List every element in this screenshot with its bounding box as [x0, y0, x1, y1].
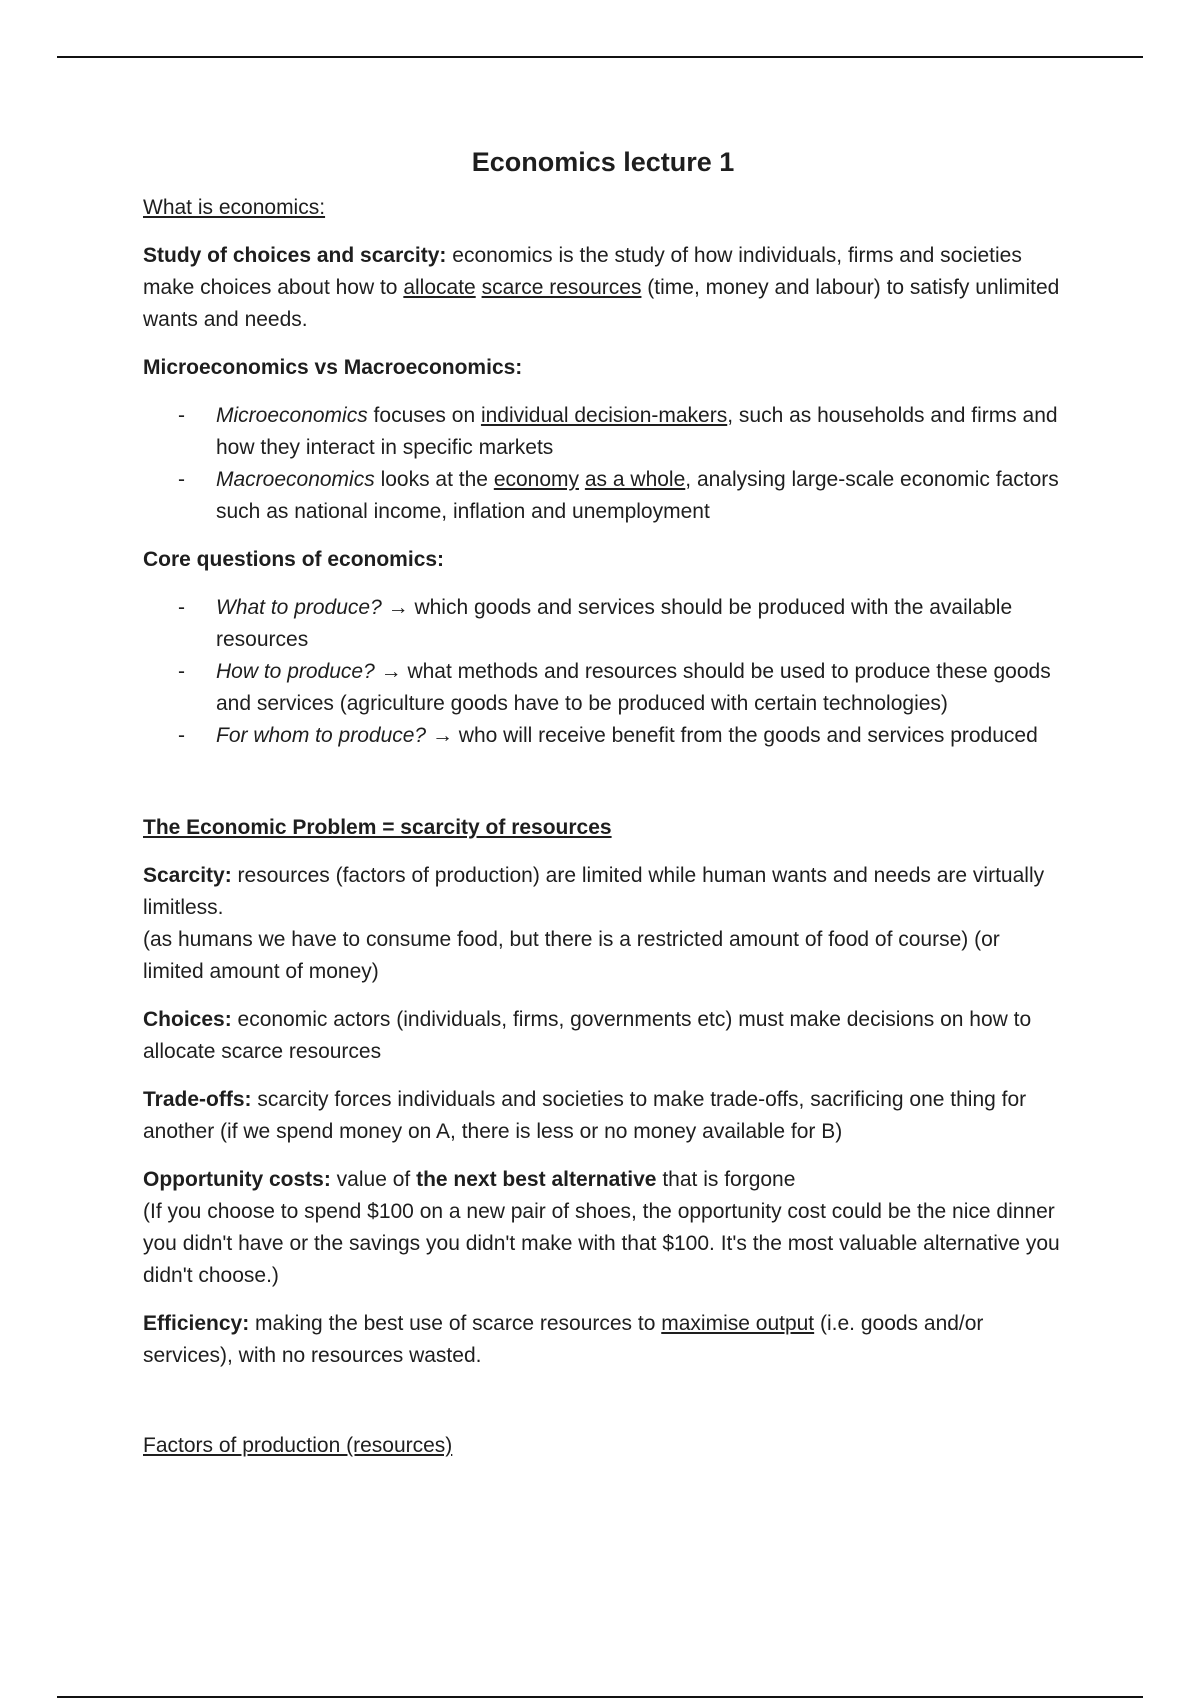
study-underline-allocate: allocate	[403, 276, 476, 299]
scarcity-label: Scarcity:	[143, 864, 232, 887]
choices-paragraph	[143, 1004, 1063, 1068]
document-body	[143, 142, 1063, 1478]
list-item-how	[143, 656, 1063, 720]
opportunity-note: (If you choose to spend $100 on a new pair of shoes, the opportunity cost could be the nice dinner you didn't have or the savings you didn't make with that $100. It's the most valuable alternative you didn't choose.)	[143, 1200, 1060, 1287]
opportunity-paragraph	[143, 1164, 1063, 1292]
scarcity-note: (as humans we have to consume food, but there is a restricted amount of food of course) (or limited amount of money)	[143, 928, 1000, 983]
macro-pre: looks at the	[374, 468, 494, 491]
opportunity-bold: the next best alternative	[416, 1168, 657, 1191]
page-title: Economics lecture 1	[471, 147, 735, 177]
factors-heading-text: Factors of production (resources)	[143, 1434, 453, 1457]
arrow-icon: →	[374, 660, 408, 683]
footer-rule	[57, 1696, 1143, 1698]
choices-label: Choices:	[143, 1008, 232, 1031]
macro-underline-whole: as a whole	[584, 468, 686, 491]
spacer	[143, 1388, 1063, 1430]
study-text-2: (time, money and labour) to satisfy unlimited wants and needs.	[143, 276, 1060, 331]
list-item-whom	[143, 720, 1063, 752]
opportunity-pre: value of	[330, 1168, 417, 1191]
micro-macro-heading: Microeconomics vs Macroeconomics:	[143, 356, 523, 379]
efficiency-post: (i.e. goods and/or services), with no resources wasted.	[143, 1312, 984, 1367]
arrow-icon: →	[381, 596, 415, 619]
efficiency-pre: making the best use of scarce resources to	[249, 1312, 662, 1335]
efficiency-paragraph	[143, 1308, 1063, 1372]
efficiency-label: Efficiency:	[143, 1312, 250, 1335]
answer-how: what methods and resources should be used to produce these goods and services (agriculture goods have to be produced with certain technologies)	[216, 660, 1051, 715]
opportunity-label: Opportunity costs:	[143, 1168, 331, 1191]
core-questions-heading: Core questions of economics:	[143, 548, 445, 571]
core-questions-list	[143, 592, 1063, 752]
section-heading-what-is	[143, 192, 1063, 224]
answer-whom: who will receive benefit from the goods and services produced	[458, 724, 1038, 747]
efficiency-underline: maximise output	[661, 1312, 815, 1335]
study-label: Study of choices and scarcity:	[143, 244, 447, 267]
header-rule	[57, 56, 1143, 58]
economic-problem-heading-text: The Economic Problem = scarcity of resources	[143, 816, 612, 839]
tradeoffs-text: scarcity forces individuals and societies to make trade-offs, sacrificing one thing for another (if we spend money on A, there is less or no money available for B)	[143, 1088, 1027, 1143]
what-is-heading-text: What is economics:	[143, 196, 326, 219]
scarcity-paragraph	[143, 860, 1063, 988]
question-whom: For whom to produce?	[216, 724, 427, 747]
scarcity-text: resources (factors of production) are limited while human wants and needs are virtually limitless.	[143, 864, 1045, 919]
question-how: How to produce?	[216, 660, 375, 683]
tradeoffs-label: Trade-offs:	[143, 1088, 252, 1111]
factors-heading	[143, 1430, 1063, 1462]
study-underline-scarce: scarce resources	[481, 276, 642, 299]
micro-pre: focuses on	[367, 404, 481, 427]
answer-what: which goods and services should be produced with the available resources	[216, 596, 1013, 651]
list-item-micro	[143, 400, 1063, 464]
arrow-icon: →	[426, 724, 459, 747]
question-what: What to produce?	[216, 596, 382, 619]
study-paragraph	[143, 240, 1063, 336]
macro-term: Macroeconomics	[216, 468, 375, 491]
choices-text: economic actors (individuals, firms, governments etc) must make decisions on how to allocate scarce resources	[143, 1008, 1032, 1063]
tradeoffs-paragraph	[143, 1084, 1063, 1148]
list-item-macro	[143, 464, 1063, 528]
micro-macro-list	[143, 400, 1063, 528]
micro-post: , such as households and firms and how they interact in specific markets	[216, 404, 1058, 459]
micro-underline: individual decision-makers	[480, 404, 728, 427]
macro-post: , analysing large-scale economic factors such as national income, inflation and unemployment	[216, 468, 1059, 523]
macro-underline-economy: economy	[493, 468, 580, 491]
micro-term: Microeconomics	[216, 404, 368, 427]
list-item-what	[143, 592, 1063, 656]
study-text-1: economics is the study of how individuals, firms and societies make choices about how to	[143, 244, 1022, 299]
spacer	[143, 768, 1063, 812]
opportunity-post: that is forgone	[656, 1168, 796, 1191]
economic-problem-heading	[143, 812, 1063, 844]
